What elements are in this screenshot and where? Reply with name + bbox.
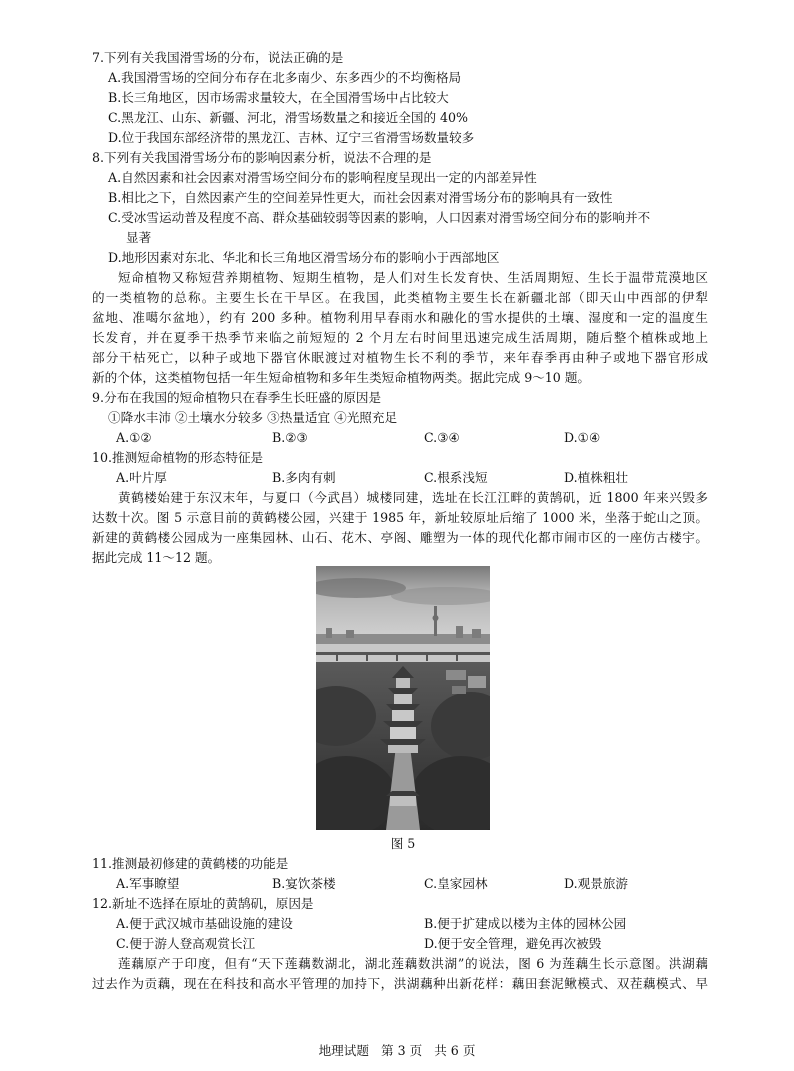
q10-option-a: A.叶片厚 [116, 470, 167, 485]
passage1-line: 部分干枯死亡，以种子或地下器官休眠渡过对植物生长不利的季节，来年春季再由种子或地下器官形成 [92, 350, 708, 365]
q11-option-d: D.观景旅游 [564, 876, 629, 891]
passage1-line: 长发育，并在夏季干热季节来临之前短短的 2 个月左右时间里迅速完成生活周期，随后整个植株或地上 [92, 330, 708, 345]
passage2-line: 新建的黄鹤楼公园成为一座集园林、山石、花木、亭阁、雕塑为一体的现代化都市闹市区的一座仿古楼宇。 [92, 530, 708, 545]
q10-stem: 10.推测短命植物的形态特征是 [92, 450, 264, 465]
q7-option-b: B.长三角地区，因市场需求量较大，在全国滑雪场中占比较大 [108, 90, 449, 105]
q8-stem: 8.下列有关我国滑雪场分布的影响因素分析，说法不合理的是 [92, 150, 432, 165]
q8-option-c: C.受冰雪运动普及程度不高、群众基础较弱等因素的影响，人口因素对滑雪场空间分布的影响并不 [108, 210, 651, 225]
page-footer [0, 1040, 794, 1059]
q10-option-c: C.根系浅短 [424, 470, 488, 485]
passage1-line: 的一类植物的总称。主要生长在干旱区。在我国，此类植物主要生长在新疆北部（即天山中西部的伊犁 [92, 290, 708, 305]
q9-option-b: B.②③ [272, 430, 308, 445]
passage1-line: 新的个体，这类植物包括一年生短命植物和多年生类短命植物两类。据此完成 9～10 题。 [92, 370, 591, 385]
q12-option-b: B.便于扩建成以楼为主体的园林公园 [424, 916, 627, 931]
q7-option-c: C.黑龙江、山东、新疆、河北，滑雪场数量之和接近全国的 40% [108, 110, 469, 125]
passage2-line: 据此完成 11～12 题。 [92, 550, 221, 565]
q8-option-a: A.自然因素和社会因素对滑雪场空间分布的影响程度呈现出一定的内部差异性 [108, 170, 537, 185]
figure-caption: 图 5 [390, 836, 416, 851]
passage3-line: 过去作为贡藕，现在在科技和高水平管理的加持下，洪湖藕种出新花样：藕田套泥鳅模式、双茬藕模式、早 [92, 976, 708, 991]
q11-option-b: B.宴饮茶楼 [272, 876, 336, 891]
q11-option-c: C.皇家园林 [424, 876, 488, 891]
q10-option-d: D.植株粗壮 [564, 470, 629, 485]
q8-option-d: D.地形因素对东北、华北和长三角地区滑雪场分布的影响小于西部地区 [108, 250, 500, 265]
q11-option-a: A.军事瞭望 [116, 876, 180, 891]
yellow-crane-tower-photo [316, 566, 490, 830]
q9-option-c: C.③④ [424, 430, 460, 445]
photo-illustration [316, 566, 490, 830]
q8-option-b: B.相比之下，自然因素产生的空间差异性更大，而社会因素对滑雪场分布的影响具有一致性 [108, 190, 613, 205]
passage3-line: 莲藕原产于印度，但有“天下莲藕数湖北，湖北莲藕数洪湖”的说法，图 6 为莲藕生长示意图。洪湖藕 [118, 956, 708, 971]
passage2-line: 黄鹤楼始建于东汉末年，与夏口（今武昌）城楼同建，选址在长江江畔的黄鹄矶，近 1800 年来兴毁多 [118, 490, 708, 505]
q12-option-d: D.便于安全管理，避免再次被毁 [424, 936, 602, 951]
passage1-line: 短命植物又称短营养期植物、短期生植物，是人们对生长发育快、生活周期短、生长于温带荒漠地区 [118, 270, 708, 285]
q12-option-a: A.便于武汉城市基础设施的建设 [116, 916, 293, 931]
q8-option-c-continued: 显著 [126, 230, 152, 245]
q12-option-c: C.便于游人登高观赏长江 [116, 936, 256, 951]
q7-stem: 7.下列有关我国滑雪场的分布，说法正确的是 [92, 50, 344, 65]
footer-page-number: 第 3 页 [380, 1043, 423, 1058]
footer-subject: 地理试题 [318, 1043, 369, 1058]
q11-stem: 11.推测最初修建的黄鹤楼的功能是 [92, 856, 289, 871]
passage1-line: 盆地、准噶尔盆地），约有 200 多种。植物利用早春雨水和融化的雪水提供的土壤、湿度和一定的温度生 [92, 310, 708, 325]
q7-option-d: D.位于我国东部经济带的黑龙江、吉林、辽宁三省滑雪场数量较多 [108, 130, 475, 145]
footer-total-pages: 共 6 页 [434, 1043, 476, 1058]
q9-stem: 9.分布在我国的短命植物只在春季生长旺盛的原因是 [92, 390, 382, 405]
q9-items: ①降水丰沛 ②土壤水分较多 ③热量适宜 ④光照充足 [108, 410, 398, 425]
q10-option-b: B.多肉有刺 [272, 470, 336, 485]
passage2-line: 达数十次。图 5 示意目前的黄鹤楼公园，兴建于 1985 年，新址较原址后缩了 1000 米，坐落于蛇山之顶。 [92, 510, 708, 525]
q9-option-a: A.①② [116, 430, 152, 445]
q12-stem: 12.新址不选择在原址的黄鹄矶，原因是 [92, 896, 314, 911]
q7-option-a: A.我国滑雪场的空间分布存在北多南少、东多西少的不均衡格局 [108, 70, 462, 85]
q9-option-d: D.①④ [564, 430, 601, 445]
